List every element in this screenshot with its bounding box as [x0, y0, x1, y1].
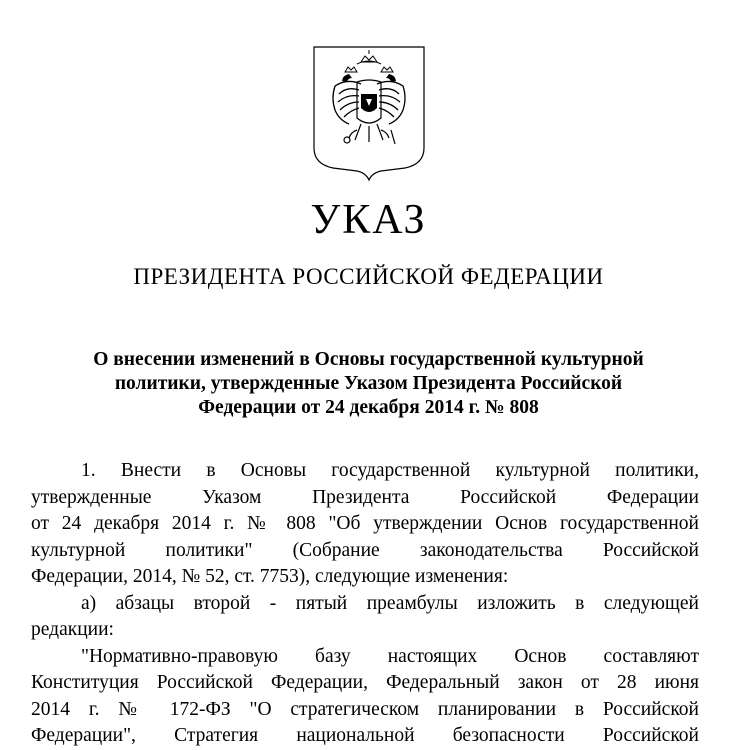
document-subtitle: ПРЕЗИДЕНТА РОССИЙСКОЙ ФЕДЕРАЦИИ [133, 264, 604, 289]
document-title: УКАЗ [310, 197, 427, 243]
heading-line: О внесении изменений в Основы государственной культурной [93, 349, 644, 370]
body-line: а) абзацы второй - пятый преамбулы изложить в следующей [81, 592, 699, 614]
double-headed-eagle-icon [311, 44, 427, 182]
heading-line: Федерации от 24 декабря 2014 г. № 808 [198, 397, 539, 418]
body-line: Федерации, 2014, № 52, ст. 7753), следующие изменения: [31, 566, 509, 587]
body-line: утвержденные Указом Президента Российской Федерации [31, 486, 699, 508]
body-line: от 24 декабря 2014 г. № 808 "Об утверждении Основ государственной [31, 513, 699, 534]
document-body [31, 458, 699, 750]
body-line: редакции: [31, 619, 114, 640]
heading-line: политики, утвержденные Указом Президента Российской [114, 373, 623, 394]
body-line: "Нормативно-правовую базу настоящих Основ составляют [81, 645, 699, 667]
document-heading [40, 348, 697, 420]
body-line: Федерации", Стратегия национальной безопасности Российской [31, 725, 699, 746]
body-line: 1. Внести в Основы государственной культурной политики, [81, 460, 699, 481]
body-line: Конституция Российской Федерации, Федеральный закон от 28 июня [31, 672, 699, 693]
coat-of-arms-emblem [311, 44, 427, 182]
body-line: 2014 г. № 172-ФЗ "О стратегическом планировании в Российской [31, 698, 699, 720]
body-line: культурной политики" (Собрание законодательства Российской [31, 539, 699, 561]
